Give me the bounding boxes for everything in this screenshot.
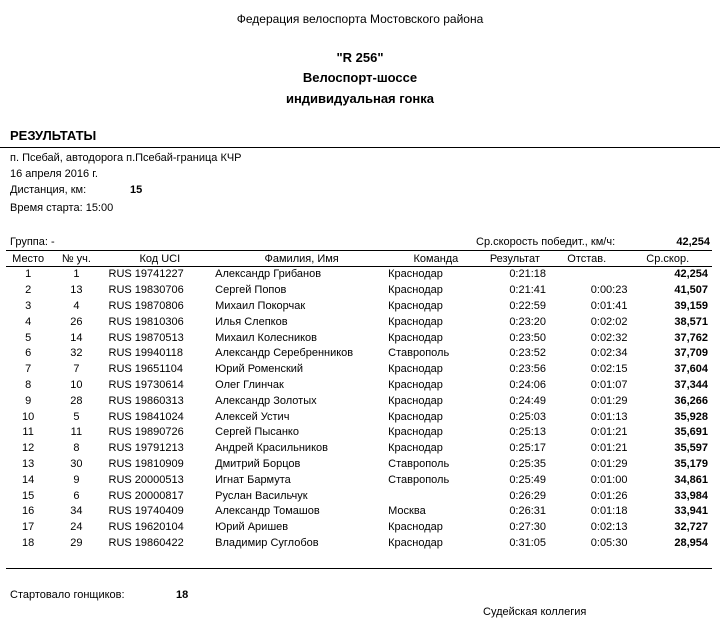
cell-result-time: 0:23:52 [509, 347, 547, 360]
cell-place: 15 [22, 489, 35, 502]
cell-avg-speed: 37,344 [674, 378, 708, 391]
table-row [6, 393, 712, 409]
cell-number: 29 [70, 536, 83, 549]
cell-gap: 0:01:13 [590, 410, 628, 423]
cell-rider-name: Дмитрий Борцов [215, 457, 301, 470]
cell-uci-code: RUS 19860422 [108, 536, 184, 549]
column-header-team: Команда [388, 251, 484, 267]
cell-uci-code: RUS 19741227 [108, 268, 184, 281]
cell-result-time: 0:25:13 [509, 426, 547, 439]
cell-number: 32 [70, 347, 83, 360]
table-row [6, 488, 712, 504]
cell-place: 11 [22, 426, 34, 439]
column-header-result: Результат [484, 251, 546, 267]
group-label: Группа: - [10, 236, 55, 248]
cell-team: Краснодар [388, 536, 443, 549]
cell-avg-speed: 37,762 [674, 331, 708, 344]
cell-gap: 0:01:41 [590, 299, 628, 312]
cell-rider-name: Михаил Колесников [215, 331, 317, 344]
cell-team: Краснодар [388, 426, 443, 439]
cell-rider-name: Сергей Попов [215, 284, 287, 297]
cell-place: 16 [22, 505, 35, 518]
cell-place: 3 [25, 299, 32, 312]
cell-result-time: 0:22:59 [509, 299, 547, 312]
cell-number: 10 [70, 378, 83, 391]
cell-uci-code: RUS 19940118 [108, 347, 183, 360]
table-bottom-divider [6, 568, 712, 569]
cell-result-time: 0:25:17 [509, 442, 547, 455]
cell-place: 13 [22, 457, 35, 470]
cell-result-time: 0:24:06 [509, 378, 547, 391]
cell-team: Ставрополь [388, 347, 450, 360]
cell-result-time: 0:21:18 [509, 268, 547, 281]
cell-rider-name: Андрей Красильников [215, 442, 328, 455]
cell-avg-speed: 37,604 [674, 363, 708, 376]
cell-avg-speed: 42,254 [674, 268, 708, 281]
cell-result-time: 0:25:35 [509, 457, 547, 470]
cell-gap: 0:01:00 [590, 473, 628, 486]
results-heading: РЕЗУЛЬТАТЫ [10, 128, 97, 143]
table-row [6, 425, 712, 441]
cell-team: Краснодар [388, 284, 443, 297]
cell-rider-name: Владимир Суглобов [215, 536, 319, 549]
cell-uci-code: RUS 19870806 [108, 299, 184, 312]
cell-uci-code: RUS 19740409 [108, 505, 184, 518]
cell-team: Краснодар [388, 363, 443, 376]
cell-number: 9 [73, 473, 80, 486]
table-row [6, 504, 712, 520]
cell-team: Москва [388, 505, 426, 518]
cell-gap: 0:02:13 [590, 521, 628, 534]
cell-avg-speed: 35,928 [674, 410, 708, 423]
cell-uci-code: RUS 19730614 [108, 378, 184, 391]
race-code: "R 256" [336, 50, 384, 65]
discipline-title: Велоспорт-шоссе [302, 70, 418, 85]
cell-rider-name: Михаил Покорчак [215, 299, 306, 312]
column-header-uci: Код UCI [103, 251, 212, 267]
cell-number: 4 [73, 299, 80, 312]
heading-divider [0, 147, 720, 148]
cell-result-time: 0:26:31 [509, 505, 547, 518]
cell-place: 17 [22, 521, 35, 534]
distance-value: 15 [130, 184, 143, 196]
cell-team: Краснодар [388, 521, 443, 534]
cell-gap: 0:02:02 [590, 315, 628, 328]
winner-avg-speed-value: 42,254 [676, 236, 710, 248]
table-row [6, 472, 712, 488]
cell-number: 30 [70, 457, 83, 470]
cell-place: 9 [25, 394, 32, 407]
results-table-body [6, 267, 712, 552]
cell-uci-code: RUS 19890726 [108, 426, 184, 439]
cell-gap: 0:01:29 [590, 457, 628, 470]
cell-result-time: 0:26:29 [509, 489, 547, 502]
cell-team: Краснодар [388, 378, 443, 391]
cell-result-time: 0:23:50 [509, 331, 547, 344]
cell-uci-code: RUS 19620104 [108, 521, 184, 534]
cell-uci-code: RUS 19791213 [108, 442, 184, 455]
table-row [6, 362, 712, 378]
federation-title: Федерация велоспорта Мостовского района [236, 12, 484, 26]
cell-team: Ставрополь [388, 473, 450, 486]
cell-place: 2 [25, 284, 32, 297]
cell-avg-speed: 32,727 [674, 521, 708, 534]
cell-avg-speed: 35,179 [674, 457, 708, 470]
distance-label: Дистанция, км: [10, 184, 87, 196]
cell-avg-speed: 38,571 [674, 315, 708, 328]
starters-label: Стартовало гонщиков: [10, 589, 125, 601]
cell-place: 5 [25, 331, 32, 344]
column-header-speed: Ср.скор. [627, 251, 712, 267]
cell-number: 11 [70, 426, 83, 439]
cell-number: 24 [70, 521, 83, 534]
column-header-place: Место [6, 251, 50, 267]
cell-rider-name: Александр Серебренников [215, 347, 354, 360]
cell-team: Краснодар [388, 315, 443, 328]
winner-avg-speed-label: Ср.скорость победит., км/ч: [476, 236, 616, 248]
cell-rider-name: Александр Грибанов [215, 268, 322, 281]
cell-result-time: 0:23:20 [509, 315, 547, 328]
cell-place: 7 [25, 363, 32, 376]
cell-gap: 0:02:15 [590, 363, 628, 376]
cell-result-time: 0:23:56 [509, 363, 547, 376]
cell-team: Краснодар [388, 299, 443, 312]
table-row [6, 378, 712, 394]
cell-rider-name: Сергей Пысанко [215, 426, 299, 439]
race-date: 16 апреля 2016 г. [10, 168, 98, 180]
cell-result-time: 0:24:49 [509, 394, 547, 407]
table-row [6, 457, 712, 473]
cell-team: Краснодар [388, 331, 443, 344]
start-time: Время старта: 15:00 [10, 202, 114, 214]
table-row [6, 520, 712, 536]
cell-avg-speed: 28,954 [674, 536, 708, 549]
cell-rider-name: Юрий Аришев [215, 521, 289, 534]
cell-team: Краснодар [388, 268, 443, 281]
cell-number: 5 [73, 410, 80, 423]
cell-rider-name: Александр Золотых [215, 394, 317, 407]
cell-number: 34 [70, 505, 83, 518]
cell-number: 26 [70, 315, 83, 328]
table-row [6, 346, 712, 362]
cell-rider-name: Олег Глинчак [215, 378, 284, 391]
cell-avg-speed: 37,709 [674, 347, 708, 360]
cell-result-time: 0:25:49 [509, 473, 547, 486]
cell-gap: 0:05:30 [590, 536, 628, 549]
cell-gap: 0:01:29 [590, 394, 628, 407]
cell-result-time: 0:31:05 [509, 536, 547, 549]
cell-place: 4 [25, 315, 32, 328]
cell-uci-code: RUS 19810306 [108, 315, 184, 328]
cell-number: 28 [70, 394, 83, 407]
cell-rider-name: Юрий Роменский [215, 363, 304, 376]
table-row [6, 314, 712, 330]
column-header-name: Фамилия, Имя [211, 251, 388, 267]
cell-avg-speed: 33,984 [674, 489, 708, 502]
table-row [6, 267, 712, 283]
cell-result-time: 0:25:03 [509, 410, 547, 423]
cell-uci-code: RUS 19860313 [108, 394, 184, 407]
cell-number: 8 [73, 442, 80, 455]
cell-place: 12 [22, 442, 35, 455]
cell-place: 14 [22, 473, 35, 486]
cell-uci-code: RUS 19830706 [108, 284, 184, 297]
race-type-title: индивидуальная гонка [285, 91, 435, 106]
column-header-gap: Отстав. [546, 251, 627, 267]
cell-avg-speed: 35,597 [674, 442, 708, 455]
cell-uci-code: RUS 20000817 [108, 489, 184, 502]
cell-gap: 0:02:32 [590, 331, 628, 344]
cell-result-time: 0:27:30 [509, 521, 547, 534]
cell-place: 8 [25, 378, 32, 391]
cell-gap: 0:01:18 [590, 505, 628, 518]
cell-gap: 0:01:07 [590, 378, 628, 391]
table-row [6, 330, 712, 346]
table-row [6, 283, 712, 299]
cell-place: 10 [22, 410, 35, 423]
cell-rider-name: Алексей Устич [215, 410, 290, 423]
table-row [6, 409, 712, 425]
cell-place: 6 [25, 347, 32, 360]
cell-gap [546, 267, 627, 283]
cell-number: 13 [70, 284, 83, 297]
cell-avg-speed: 39,159 [674, 299, 708, 312]
column-header-number: № уч. [50, 251, 102, 267]
cell-team: Ставрополь [388, 457, 450, 470]
cell-gap: 0:02:34 [590, 347, 628, 360]
cell-avg-speed: 35,691 [674, 426, 708, 439]
cell-rider-name: Руслан Васильчук [215, 489, 308, 502]
cell-rider-name: Александр Томашов [215, 505, 320, 518]
jury-signature-label: Судейская коллегия [483, 606, 587, 618]
cell-gap: 0:01:21 [590, 426, 628, 439]
cell-team: Краснодар [388, 442, 443, 455]
cell-avg-speed: 41,507 [674, 284, 708, 297]
cell-place: 18 [22, 536, 35, 549]
cell-avg-speed: 36,266 [674, 394, 708, 407]
cell-rider-name: Илья Слепков [215, 315, 288, 328]
table-row [6, 536, 712, 552]
cell-uci-code: RUS 19810909 [108, 457, 184, 470]
cell-gap: 0:01:26 [590, 489, 628, 502]
cell-uci-code: RUS 19870513 [108, 331, 184, 344]
table-row [6, 441, 712, 457]
table-row [6, 299, 712, 315]
race-location: п. Псебай, автодорога п.Псебай-граница КЧР [10, 152, 242, 164]
starters-value: 18 [176, 589, 189, 601]
cell-uci-code: RUS 20000513 [108, 473, 184, 486]
cell-avg-speed: 33,941 [674, 505, 708, 518]
cell-team: Краснодар [388, 394, 443, 407]
cell-uci-code: RUS 19651104 [108, 363, 183, 376]
cell-rider-name: Игнат Бармута [215, 473, 291, 486]
cell-place: 1 [25, 268, 32, 281]
cell-team: Краснодар [388, 410, 443, 423]
cell-number: 14 [70, 331, 83, 344]
cell-team [388, 488, 484, 504]
cell-number: 6 [73, 489, 80, 502]
cell-result-time: 0:21:41 [509, 284, 547, 297]
cell-gap: 0:00:23 [590, 284, 628, 297]
cell-gap: 0:01:21 [590, 442, 628, 455]
cell-avg-speed: 34,861 [674, 473, 708, 486]
table-header-row [6, 251, 712, 267]
results-table [6, 250, 712, 551]
cell-number: 7 [73, 363, 80, 376]
cell-number: 1 [73, 268, 80, 281]
cell-uci-code: RUS 19841024 [108, 410, 184, 423]
